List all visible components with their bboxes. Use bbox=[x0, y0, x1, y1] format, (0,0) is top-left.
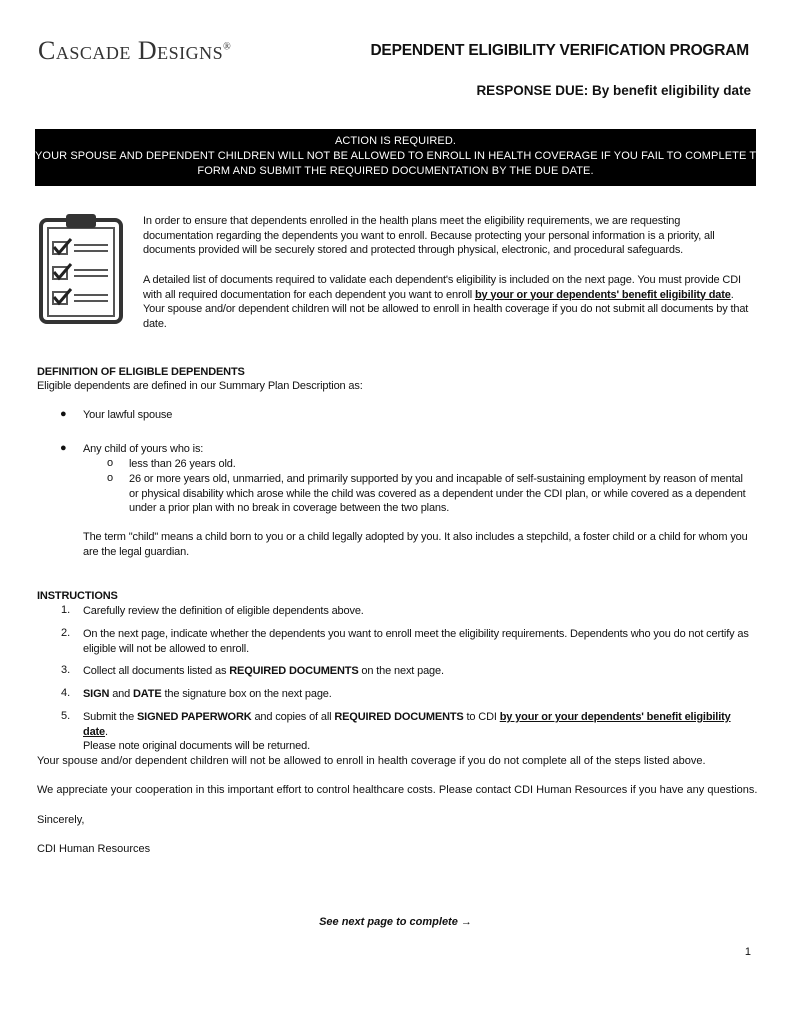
child-disabled: 26 or more years old, unmarried, and primarily supported by you and incapable of self-sustaining employment by reason of mental or physical disability which arose while the child was covered as a dependent under the CDI plan, or while covered as a dependent under a prior plan with no break in coverage between the two plans. bbox=[129, 473, 746, 514]
page-number: 1 bbox=[744, 946, 751, 958]
step-5-note: Please note original documents will be returned. bbox=[83, 740, 310, 752]
step-5-mid: and copies of all bbox=[251, 711, 335, 723]
instruction-step-3 bbox=[83, 664, 444, 679]
instruction-step-1: Carefully review the definition of eligible dependents above. bbox=[83, 605, 364, 617]
next-page-prompt: See next page to complete → bbox=[319, 916, 472, 928]
sub-bullet-marker: o bbox=[107, 472, 114, 484]
logo-registered-mark: ® bbox=[223, 41, 232, 53]
step-number: 5. bbox=[61, 710, 71, 722]
sub-bullet-marker: o bbox=[107, 457, 114, 469]
action-required-banner bbox=[35, 129, 775, 186]
company-logo bbox=[38, 36, 231, 66]
instruction-step-2: On the next page, indicate whether the dependents you want to enroll meet the eligibility requirements. Dependents who you do not certify as eligible will not be allowed to enroll. bbox=[83, 628, 749, 655]
instructions-heading: INSTRUCTIONS bbox=[37, 590, 118, 602]
step-5-to-cdi: to CDI bbox=[463, 711, 500, 723]
step-number: 2. bbox=[61, 627, 71, 639]
definition-heading: DEFINITION OF ELIGIBLE DEPENDENTS bbox=[37, 366, 245, 378]
response-due: RESPONSE DUE: By benefit eligibility date bbox=[476, 83, 751, 98]
banner-line-2: YOUR SPOUSE AND DEPENDENT CHILDREN WILL NOT BE ALLOWED TO ENROLL IN HEALTH COVERAGE IF YOU FAIL TO COMPLETE THIS bbox=[35, 150, 775, 162]
step-number: 1. bbox=[61, 604, 71, 616]
spouse-bullet: Your lawful spouse bbox=[83, 409, 173, 421]
eligibility-date-emphasis: by your or your dependents' benefit eligibility date bbox=[83, 711, 731, 738]
required-documents-emphasis: REQUIRED DOCUMENTS bbox=[229, 665, 359, 677]
child-under-26: less than 26 years old. bbox=[129, 458, 236, 470]
bullet-dot: ● bbox=[60, 442, 67, 454]
instruction-step-4 bbox=[83, 687, 332, 702]
program-title: DEPENDENT ELIGIBILITY VERIFICATION PROGRAM bbox=[370, 42, 749, 59]
step-3-text: Collect all documents listed as bbox=[83, 665, 230, 677]
step-3-tail: on the next page. bbox=[358, 665, 444, 677]
required-documents-emphasis: REQUIRED DOCUMENTS bbox=[334, 711, 464, 723]
intro-paragraph-2-text: A detailed list of documents required to validate each dependent's eligibility is included on the next page. You must provide CDI with all required documentation for each dependent you want to enroll bbox=[143, 274, 741, 301]
child-definition-note: The term "child" means a child born to you or a child legally adopted by you. It also includes a stepchild, a foster child or a child for whom you are the legal guardian. bbox=[83, 531, 748, 558]
logo-text: Cascade Designs bbox=[38, 36, 224, 65]
sign-emphasis: SIGN bbox=[83, 688, 110, 700]
banner-line-1: ACTION IS REQUIRED. bbox=[334, 135, 457, 147]
date-emphasis: DATE bbox=[133, 688, 162, 700]
step-5-period: . bbox=[105, 725, 108, 738]
intro-paragraph-2 bbox=[143, 273, 753, 331]
closing-thanks: We appreciate your cooperation in this important effort to control healthcare costs. Please contact CDI Human Resources if you have any questions. bbox=[37, 784, 758, 796]
definition-lead: Eligible dependents are defined in our Summary Plan Description as: bbox=[37, 380, 363, 392]
step-4-tail: the signature box on the next page. bbox=[161, 688, 332, 700]
clipboard-checklist-icon bbox=[38, 212, 124, 324]
instruction-step-5 bbox=[83, 710, 758, 754]
closing-sincerely: Sincerely, bbox=[37, 814, 85, 826]
intro-paragraph-2-tail: . Your spouse and/or dependent children will not be allowed to enroll in health coverage if you do not submit all documents by that date. bbox=[143, 288, 749, 330]
intro-paragraph-1: In order to ensure that dependents enrolled in the health plans meet the eligibility requirements, we are requesting documentation regarding the dependents you want to enroll. Because protecting your personal information is a priority, all documents provided will be securely stored and protected through physical, electronic, and procedural safeguards. bbox=[143, 215, 715, 256]
step-4-and: and bbox=[109, 688, 134, 700]
banner-line-3: FORM AND SUBMIT THE REQUIRED DOCUMENTATION BY THE DUE DATE. bbox=[197, 165, 594, 177]
step-5-text: Submit the bbox=[83, 711, 137, 723]
step-number: 3. bbox=[61, 664, 71, 676]
step-number: 4. bbox=[61, 687, 71, 699]
signed-paperwork-emphasis: SIGNED PAPERWORK bbox=[137, 711, 252, 723]
eligibility-date-emphasis: by your or your dependents' benefit eligibility date bbox=[474, 288, 731, 301]
closing-signature: CDI Human Resources bbox=[37, 843, 151, 855]
bullet-dot: ● bbox=[60, 408, 67, 420]
closing-warning: Your spouse and/or dependent children will not be allowed to enroll in health coverage if you do not complete all of the steps listed above. bbox=[37, 755, 706, 767]
child-bullet: Any child of yours who is: bbox=[83, 443, 204, 455]
